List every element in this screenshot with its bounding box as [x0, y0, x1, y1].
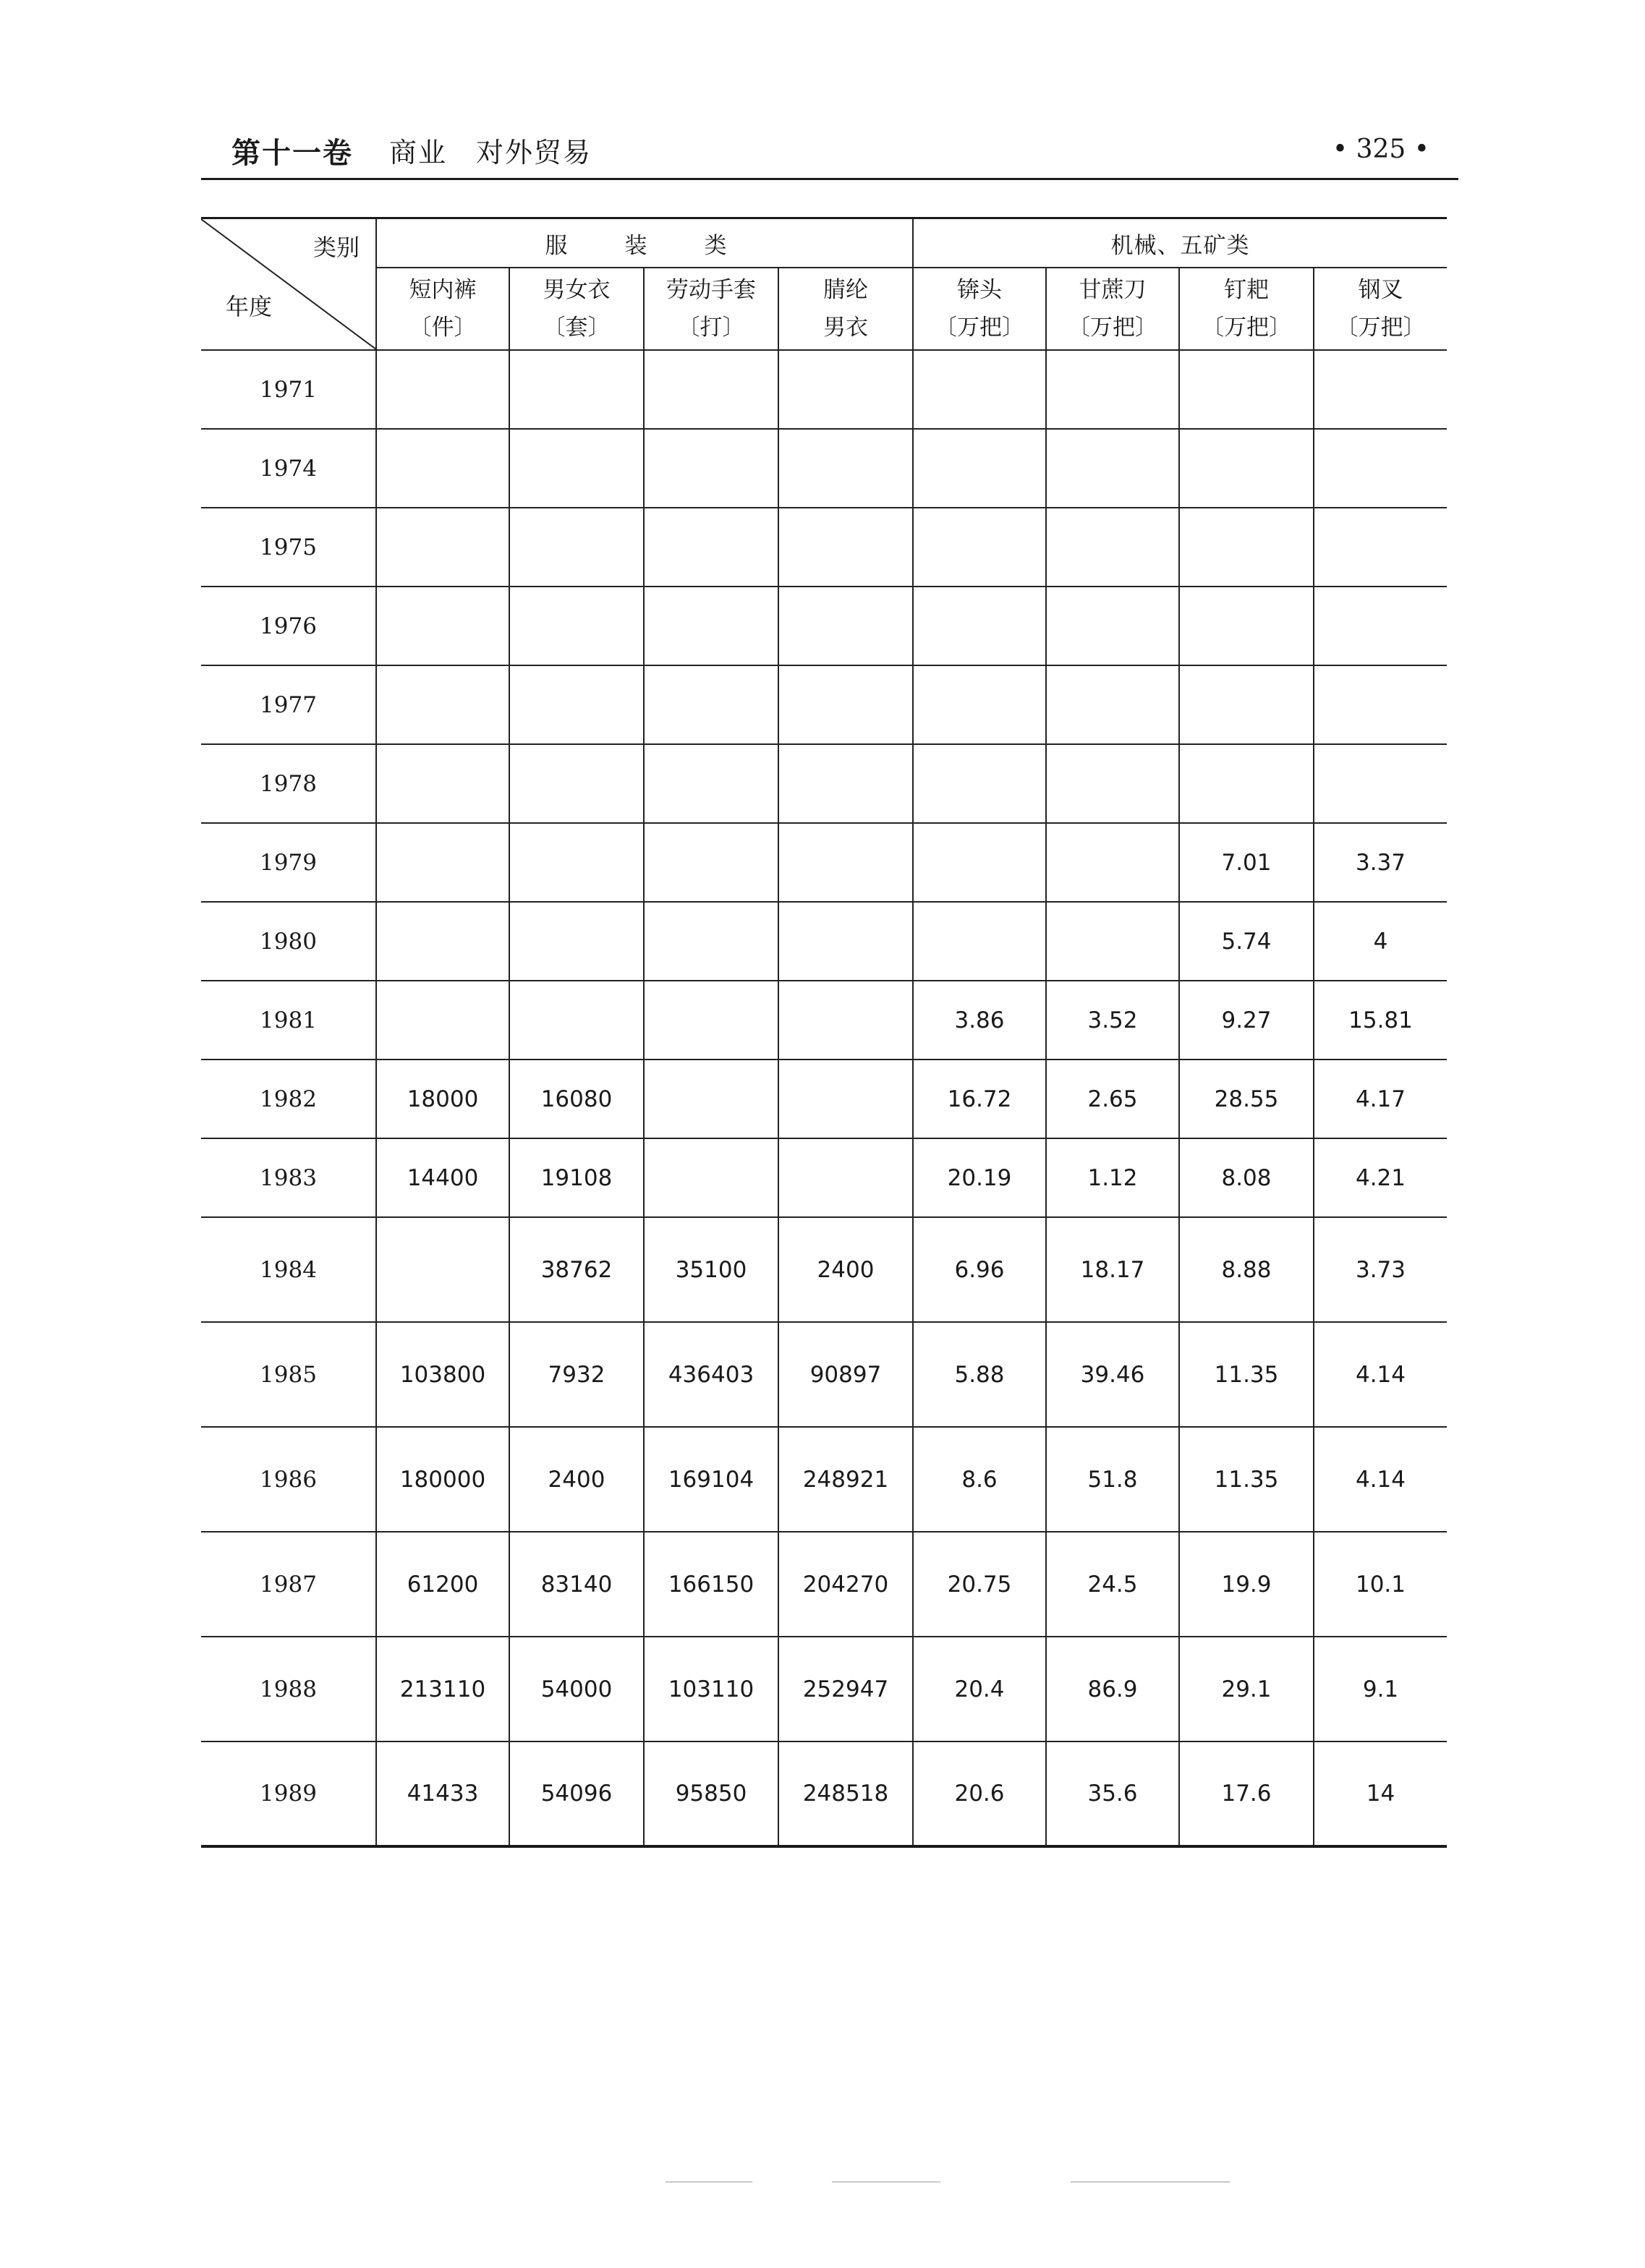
value-cell: 9.1 [1314, 1637, 1447, 1742]
value-cell: 3.37 [1314, 823, 1447, 902]
value-cell: 15.81 [1314, 981, 1447, 1060]
value-cell [778, 429, 913, 508]
value-cell [376, 744, 509, 823]
value-cell: 14 [1314, 1742, 1447, 1846]
column-unit: 〔件〕 [409, 315, 477, 341]
value-cell: 35.6 [1046, 1742, 1179, 1846]
value-cell: 5.88 [913, 1322, 1046, 1427]
column-name: 锛头 [957, 277, 1002, 303]
value-cell: 11.35 [1179, 1427, 1314, 1532]
year-cell: 1976 [201, 587, 376, 665]
column-unit: 〔万把〕 [935, 315, 1024, 341]
section-title: 第十一卷 [231, 136, 353, 170]
value-cell: 248518 [778, 1742, 913, 1846]
table-row [201, 902, 1447, 981]
value-cell: 169104 [644, 1427, 778, 1532]
value-cell: 86.9 [1046, 1637, 1179, 1742]
value-cell [644, 350, 778, 429]
value-cell [1046, 823, 1179, 902]
value-cell: 41433 [376, 1742, 509, 1846]
value-cell [1314, 665, 1447, 744]
column-name: 男女衣 [543, 277, 611, 303]
value-cell: 54096 [509, 1742, 644, 1846]
value-cell [913, 744, 1046, 823]
table-row [201, 1742, 1447, 1846]
value-cell: 51.8 [1046, 1427, 1179, 1532]
value-cell: 9.27 [1179, 981, 1314, 1060]
value-cell: 436403 [644, 1322, 778, 1427]
value-cell [1046, 429, 1179, 508]
value-cell [376, 902, 509, 981]
column-name: 腈纶 [823, 277, 868, 303]
value-cell [509, 587, 644, 665]
table-row [201, 665, 1447, 744]
value-cell [509, 823, 644, 902]
value-cell: 3.73 [1314, 1217, 1447, 1322]
column-header-rakes [1179, 268, 1314, 350]
column-header-adze-heads [913, 268, 1046, 350]
value-cell [376, 508, 509, 587]
value-cell [1314, 429, 1447, 508]
table-row [201, 350, 1447, 429]
value-cell: 61200 [376, 1532, 509, 1637]
value-cell: 17.6 [1179, 1742, 1314, 1846]
value-cell: 95850 [644, 1742, 778, 1846]
value-cell [1179, 508, 1314, 587]
value-cell [509, 508, 644, 587]
value-cell: 8.88 [1179, 1217, 1314, 1322]
year-cell: 1981 [201, 981, 376, 1060]
value-cell [644, 823, 778, 902]
value-cell: 16.72 [913, 1060, 1046, 1138]
value-cell [376, 350, 509, 429]
value-cell: 213110 [376, 1637, 509, 1742]
year-cell: 1979 [201, 823, 376, 902]
table-row [201, 744, 1447, 823]
value-cell [1314, 350, 1447, 429]
group-header-clothing: 服 装 类 [376, 218, 913, 268]
year-cell: 1974 [201, 429, 376, 508]
value-cell [1046, 665, 1179, 744]
year-cell: 1982 [201, 1060, 376, 1138]
column-name: 短内裤 [409, 277, 477, 303]
value-cell: 14400 [376, 1138, 509, 1217]
value-cell: 252947 [778, 1637, 913, 1742]
table-row [201, 1427, 1447, 1532]
value-cell [1179, 350, 1314, 429]
value-cell [644, 665, 778, 744]
value-cell [913, 665, 1046, 744]
column-header-forks [1314, 268, 1447, 350]
value-cell [778, 981, 913, 1060]
value-cell [1179, 744, 1314, 823]
value-cell [913, 823, 1046, 902]
value-cell [644, 429, 778, 508]
table-row [201, 587, 1447, 665]
page-number: • 325 • [1332, 135, 1429, 164]
value-cell: 2400 [509, 1427, 644, 1532]
table-body [201, 350, 1447, 1846]
value-cell [1046, 508, 1179, 587]
value-cell [376, 665, 509, 744]
column-unit: 〔套〕 [543, 315, 611, 341]
value-cell [913, 350, 1046, 429]
value-cell [1179, 587, 1314, 665]
year-cell: 1971 [201, 350, 376, 429]
year-cell: 1985 [201, 1322, 376, 1427]
column-unit: 男衣 [823, 315, 868, 341]
value-cell [376, 823, 509, 902]
value-cell [644, 508, 778, 587]
value-cell: 24.5 [1046, 1532, 1179, 1637]
group-header-machinery: 机械、五矿类 [913, 218, 1447, 268]
value-cell [644, 1060, 778, 1138]
value-cell: 4.14 [1314, 1322, 1447, 1427]
column-unit: 〔打〕 [677, 315, 745, 341]
column-name: 劳动手套 [666, 277, 756, 303]
value-cell: 16080 [509, 1060, 644, 1138]
value-cell [376, 587, 509, 665]
value-cell: 1.12 [1046, 1138, 1179, 1217]
value-cell: 103110 [644, 1637, 778, 1742]
table-row [201, 1532, 1447, 1637]
category-label: 类别 [313, 234, 360, 261]
value-cell: 20.4 [913, 1637, 1046, 1742]
value-cell: 20.19 [913, 1138, 1046, 1217]
value-cell: 20.6 [913, 1742, 1046, 1846]
year-cell: 1984 [201, 1217, 376, 1322]
value-cell [509, 981, 644, 1060]
value-cell [509, 429, 644, 508]
value-cell: 5.74 [1179, 902, 1314, 981]
value-cell: 90897 [778, 1322, 913, 1427]
table-row [201, 1217, 1447, 1322]
value-cell: 83140 [509, 1532, 644, 1637]
table-row [201, 508, 1447, 587]
value-cell: 7.01 [1179, 823, 1314, 902]
value-cell: 103800 [376, 1322, 509, 1427]
value-cell [778, 823, 913, 902]
corner-header-cell [201, 218, 376, 351]
value-cell [509, 744, 644, 823]
value-cell [376, 981, 509, 1060]
column-unit: 〔万把〕 [1202, 315, 1291, 341]
value-cell: 38762 [509, 1217, 644, 1322]
value-cell [1046, 744, 1179, 823]
value-cell: 248921 [778, 1427, 913, 1532]
value-cell: 11.35 [1179, 1322, 1314, 1427]
value-cell [778, 902, 913, 981]
value-cell: 35100 [644, 1217, 778, 1322]
year-cell: 1978 [201, 744, 376, 823]
table-row [201, 429, 1447, 508]
value-cell [913, 587, 1046, 665]
scan-artifact [1071, 2181, 1230, 2183]
value-cell: 28.55 [1179, 1060, 1314, 1138]
year-cell: 1989 [201, 1742, 376, 1846]
column-name: 钢叉 [1358, 277, 1403, 303]
value-cell: 204270 [778, 1532, 913, 1637]
table-row [201, 981, 1447, 1060]
value-cell [644, 981, 778, 1060]
column-name: 甘蔗刀 [1079, 277, 1147, 303]
value-cell [778, 1060, 913, 1138]
value-cell: 20.75 [913, 1532, 1046, 1637]
value-cell [1046, 587, 1179, 665]
year-cell: 1988 [201, 1637, 376, 1742]
value-cell [778, 587, 913, 665]
value-cell: 10.1 [1314, 1532, 1447, 1637]
table-row [201, 1060, 1447, 1138]
value-cell [778, 744, 913, 823]
column-header-cane-knives [1046, 268, 1179, 350]
value-cell [1314, 744, 1447, 823]
export-statistics-table [201, 217, 1447, 1848]
value-cell: 166150 [644, 1532, 778, 1637]
value-cell [644, 744, 778, 823]
value-cell [778, 1138, 913, 1217]
year-cell: 1983 [201, 1138, 376, 1217]
column-name: 钉耙 [1224, 277, 1269, 303]
year-cell: 1977 [201, 665, 376, 744]
year-cell: 1986 [201, 1427, 376, 1532]
column-header-garments [509, 268, 644, 350]
value-cell: 4 [1314, 902, 1447, 981]
value-cell [644, 1138, 778, 1217]
value-cell: 54000 [509, 1637, 644, 1742]
value-cell: 18.17 [1046, 1217, 1179, 1322]
value-cell: 19.9 [1179, 1532, 1314, 1637]
value-cell [913, 429, 1046, 508]
value-cell [913, 902, 1046, 981]
year-cell: 1987 [201, 1532, 376, 1637]
column-header-work-gloves [644, 268, 778, 350]
header-row-columns [201, 268, 1447, 350]
value-cell: 4.21 [1314, 1138, 1447, 1217]
value-cell [1179, 429, 1314, 508]
year-label: 年度 [226, 293, 273, 320]
header-rule [201, 178, 1458, 180]
value-cell [1046, 350, 1179, 429]
table-row [201, 823, 1447, 902]
value-cell [509, 902, 644, 981]
value-cell: 29.1 [1179, 1637, 1314, 1742]
table-row [201, 1322, 1447, 1427]
value-cell: 8.6 [913, 1427, 1046, 1532]
page-header [201, 124, 1458, 175]
value-cell: 8.08 [1179, 1138, 1314, 1217]
value-cell: 4.17 [1314, 1060, 1447, 1138]
column-header-acrylic-menswear [778, 268, 913, 350]
value-cell: 39.46 [1046, 1322, 1179, 1427]
chapter-title: 商业 对外贸易 [389, 137, 592, 169]
year-cell: 1975 [201, 508, 376, 587]
value-cell: 2400 [778, 1217, 913, 1322]
value-cell: 180000 [376, 1427, 509, 1532]
scan-artifact [666, 2181, 752, 2183]
year-cell: 1980 [201, 902, 376, 981]
column-header-shorts [376, 268, 509, 350]
header-row-groups [201, 218, 1447, 268]
value-cell [778, 508, 913, 587]
value-cell [376, 429, 509, 508]
value-cell [913, 508, 1046, 587]
value-cell [1314, 508, 1447, 587]
value-cell [1179, 665, 1314, 744]
value-cell [778, 665, 913, 744]
value-cell [1046, 902, 1179, 981]
value-cell [1314, 587, 1447, 665]
value-cell: 18000 [376, 1060, 509, 1138]
value-cell [376, 1217, 509, 1322]
table-row [201, 1637, 1447, 1742]
value-cell: 4.14 [1314, 1427, 1447, 1532]
value-cell: 7932 [509, 1322, 644, 1427]
value-cell [778, 350, 913, 429]
value-cell [509, 350, 644, 429]
column-unit: 〔万把〕 [1068, 315, 1157, 341]
scan-artifact [832, 2181, 940, 2183]
value-cell [644, 902, 778, 981]
value-cell: 3.86 [913, 981, 1046, 1060]
value-cell [509, 665, 644, 744]
value-cell: 19108 [509, 1138, 644, 1217]
value-cell: 2.65 [1046, 1060, 1179, 1138]
value-cell: 3.52 [1046, 981, 1179, 1060]
table-row [201, 1138, 1447, 1217]
value-cell: 6.96 [913, 1217, 1046, 1322]
value-cell [644, 587, 778, 665]
column-unit: 〔万把〕 [1335, 315, 1426, 341]
